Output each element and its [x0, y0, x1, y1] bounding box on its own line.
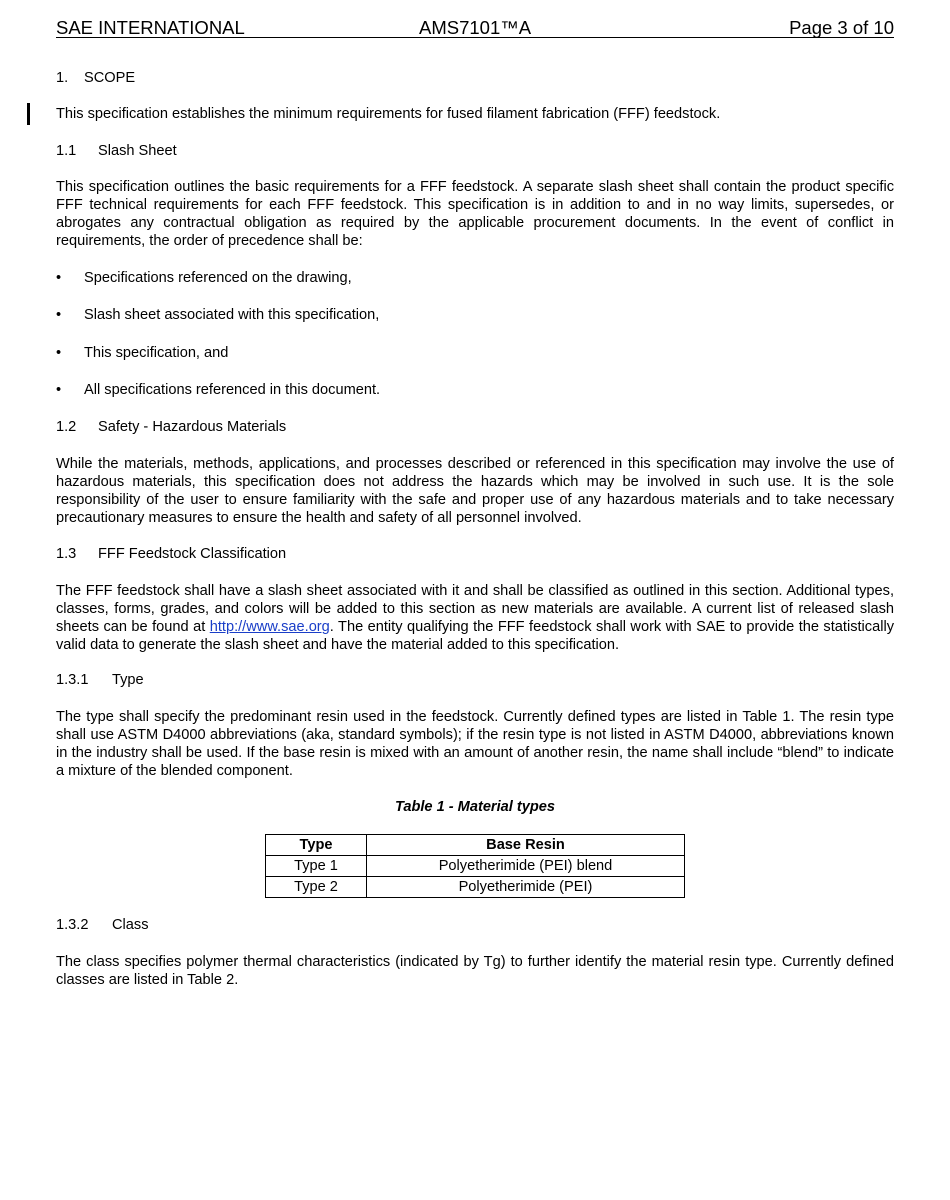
table-cell: Type 2: [266, 877, 367, 898]
table-header-row: [266, 835, 685, 856]
section-1-1-heading: [56, 142, 894, 160]
header-document-id: AMS7101™A: [419, 17, 532, 38]
section-number: 1.: [56, 70, 69, 86]
section-1-2-heading: [56, 418, 894, 436]
bullet-icon: •: [56, 307, 62, 323]
material-types-table: [265, 834, 685, 898]
paragraph-text: The FFF feedstock shall have a slash sheet associated with it and shall be classified as outlined in this section. Additional types, classes, forms, grades, and colors will be added to this section as new materials are available. A current list of released slash sheets can be found at: [56, 583, 894, 635]
bullet-icon: •: [56, 345, 62, 361]
column-header-base-resin: Base Resin: [367, 835, 685, 856]
table-cell: Polyetherimide (PEI) blend: [367, 856, 685, 877]
section-1-heading: [56, 69, 894, 87]
section-number: 1.3.2: [56, 917, 89, 933]
section-number: 1.3.1: [56, 672, 89, 688]
list-item-text: All specifications referenced in this document.: [84, 382, 381, 398]
table-cell: Polyetherimide (PEI): [367, 877, 685, 898]
section-number: 1.3: [56, 546, 77, 562]
section-1-3-1-text: The type shall specify the predominant resin used in the feedstock. Currently defined types are listed in Table 1. The resin type shall use ASTM D4000 abbreviations (aka, standard symbols); if the resin type is not listed in ASTM D4000, abbreviations known in the industry shall be used. If the base resin is mixed with an amount of another resin, the name shall include “blend” to indicate a mixture of the blended component.: [56, 709, 894, 779]
section-1-text: This specification establishes the minimum requirements for fused filament fabrication (FFF) feedstock.: [56, 106, 721, 122]
column-header-type: Type: [266, 835, 367, 856]
section-1-3-text: [56, 582, 894, 654]
section-title: Class: [112, 917, 149, 933]
header-page-number: Page 3 of 10: [789, 17, 894, 38]
section-1-3-heading: [56, 545, 894, 563]
header-organization: SAE INTERNATIONAL: [56, 17, 245, 38]
section-number: 1.2: [56, 419, 77, 435]
bullet-icon: •: [56, 270, 62, 286]
section-1-3-2-text: The class specifies polymer thermal characteristics (indicated by Tg) to further identify the material resin type. Currently defined classes are listed in Table 2.: [56, 954, 894, 988]
section-1-3-2-heading: [56, 916, 894, 934]
list-item-text: Slash sheet associated with this specification,: [84, 307, 380, 323]
list-item-text: Specifications referenced on the drawing,: [84, 270, 352, 286]
paragraph-text: . The entity qualifying the FFF feedstock shall work with SAE to provide the statistically valid data to generate the slash sheet and have the material added to this specification.: [56, 619, 894, 653]
section-title: SCOPE: [84, 70, 136, 86]
table-row: [266, 856, 685, 877]
table-row: [266, 877, 685, 898]
section-title: FFF Feedstock Classification: [98, 546, 287, 562]
table-cell: Type 1: [266, 856, 367, 877]
section-1-3-1-heading: [56, 671, 894, 689]
section-title: Safety - Hazardous Materials: [98, 419, 287, 435]
list-item-text: This specification, and: [84, 345, 229, 361]
section-1-1-text: This specification outlines the basic requirements for a FFF feedstock. A separate slash sheet shall contain the product specific FFF technical requirements for each FFF feedstock. This specification is in addition to and in no way limits, supersedes, or abrogates any contractual obligation as required by the applicable procurement documents. In the event of conflict in requirements, the order of precedence shall be:: [56, 179, 894, 249]
section-1-2-text: While the materials, methods, applications, and processes described or referenced in this specification may involve the use of hazardous materials, this specification does not address the hazards which may be involved in such use. It is the sole responsibility of the user to ensure familiarity with the safe and proper use of any hazardous materials and to take necessary precautionary measures to ensure the health and safety of all personnel involved.: [56, 456, 894, 526]
section-title: Slash Sheet: [98, 143, 177, 159]
section-number: 1.1: [56, 143, 77, 159]
section-title: Type: [112, 672, 144, 688]
bullet-icon: •: [56, 382, 62, 398]
table-caption: Table 1 - Material types: [394, 799, 556, 815]
revision-change-bar: [27, 103, 30, 125]
page-header: [56, 14, 894, 38]
sae-website-link[interactable]: http://www.sae.org: [209, 619, 330, 635]
